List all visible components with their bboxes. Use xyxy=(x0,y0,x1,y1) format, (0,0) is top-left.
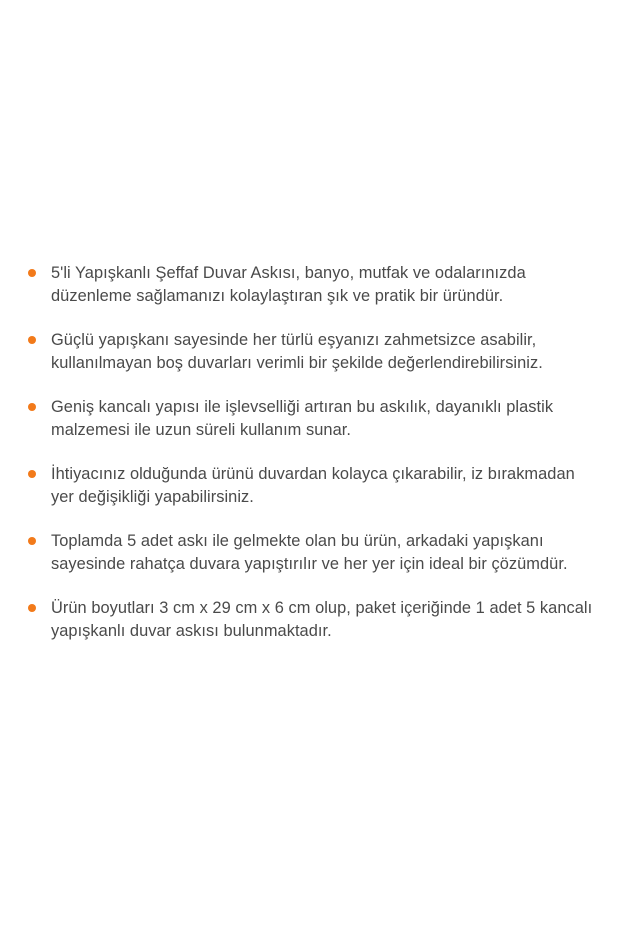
list-item-text: Ürün boyutları 3 cm x 29 cm x 6 cm olup, paket içeriğinde 1 adet 5 kancalı yapışkanlı duvar askısı bulunmaktadır. xyxy=(51,599,593,640)
list-item xyxy=(27,329,597,375)
bullet-dot-icon xyxy=(28,470,36,478)
product-description-list xyxy=(27,262,597,664)
list-item-text: Güçlü yapışkanı sayesinde her türlü eşyanızı zahmetsizce asabilir, kullanılmayan boş duvarları verimli bir şekilde değerlendirebilirsiniz. xyxy=(51,331,543,372)
bullet-dot-icon xyxy=(28,403,36,411)
list-item xyxy=(27,463,597,509)
bullet-dot-icon xyxy=(28,537,36,545)
bullet-dot-icon xyxy=(28,336,36,344)
list-item xyxy=(27,396,597,442)
list-item xyxy=(27,530,597,576)
list-item-text: Toplamda 5 adet askı ile gelmekte olan bu ürün, arkadaki yapışkanı sayesinde rahatça duvara yapıştırılır ve her yer için ideal bir çözümdür. xyxy=(51,532,568,573)
list-item-text: Geniş kancalı yapısı ile işlevselliği artıran bu askılık, dayanıklı plastik malzemesi ile uzun süreli kullanım sunar. xyxy=(51,398,554,439)
list-item-text: 5'li Yapışkanlı Şeffaf Duvar Askısı, banyo, mutfak ve odalarınızda düzenleme sağlamanızı kolaylaştıran şık ve pratik bir üründür. xyxy=(51,264,526,305)
list-item xyxy=(27,262,597,308)
list-item xyxy=(27,597,597,643)
bullet-dot-icon xyxy=(28,269,36,277)
list-item-text: İhtiyacınız olduğunda ürünü duvardan kolayca çıkarabilir, iz bırakmadan yer değişikliği yapabilirsiniz. xyxy=(51,465,575,506)
bullet-dot-icon xyxy=(28,604,36,612)
